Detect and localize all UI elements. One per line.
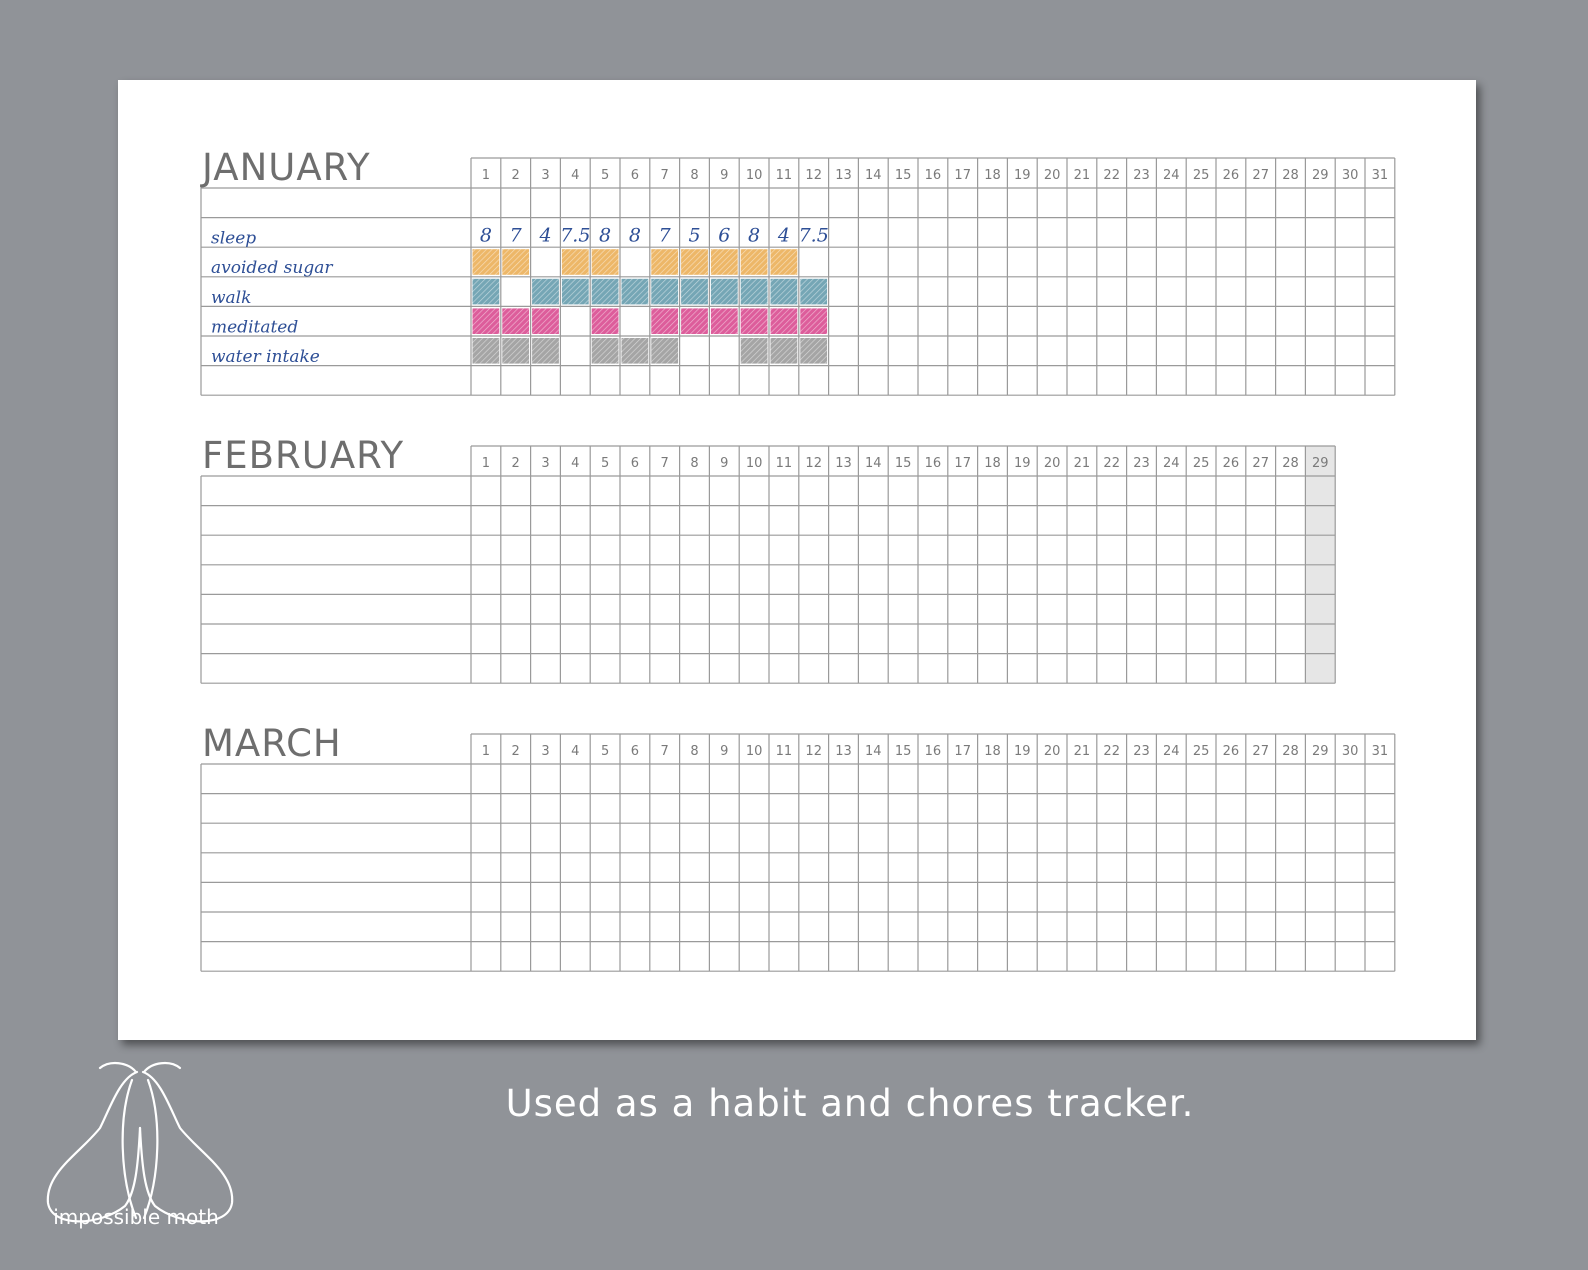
- day-number: 8: [690, 456, 699, 471]
- day-number: 12: [805, 744, 822, 759]
- day-number: 2: [511, 168, 520, 183]
- day-number: 13: [835, 168, 852, 183]
- day-number: 16: [924, 744, 942, 759]
- habit-label[interactable]: water intake: [211, 347, 320, 367]
- habit-mark-hatch: [622, 338, 649, 364]
- habit-mark-hatch: [771, 308, 798, 334]
- habit-mark-hatch: [771, 249, 798, 275]
- day-number: 9: [720, 168, 729, 183]
- day-number: 22: [1103, 744, 1120, 759]
- day-number: 8: [690, 168, 699, 183]
- habit-mark-hatch: [592, 249, 619, 275]
- day-number: 1: [481, 456, 491, 471]
- habit-mark-hatch: [651, 249, 678, 275]
- day-number: 10: [745, 168, 763, 183]
- day-number: 23: [1133, 744, 1150, 759]
- habit-mark-hatch: [741, 308, 768, 334]
- day-number: 4: [571, 744, 580, 759]
- habit-mark-hatch: [741, 279, 768, 305]
- habit-mark-hatch: [502, 338, 529, 364]
- habit-mark-hatch: [562, 249, 589, 275]
- day-number: 19: [1014, 744, 1031, 759]
- sleep-hours[interactable]: 4: [539, 224, 552, 247]
- day-number: 13: [835, 456, 852, 471]
- day-number: 24: [1163, 456, 1180, 471]
- day-number: 12: [805, 456, 822, 471]
- day-number: 22: [1103, 168, 1120, 183]
- day-number: 3: [541, 456, 550, 471]
- day-number: 1: [481, 168, 491, 183]
- day-number: 7: [660, 456, 669, 471]
- habit-mark-hatch: [711, 279, 738, 305]
- habit-mark-hatch: [562, 279, 589, 305]
- habit-mark-hatch: [651, 308, 678, 334]
- sleep-hours[interactable]: 8: [628, 224, 641, 247]
- day-number: 8: [690, 744, 699, 759]
- day-number: 29: [1312, 744, 1329, 759]
- habit-mark-hatch: [473, 308, 500, 334]
- habit-label[interactable]: sleep: [211, 228, 257, 249]
- habit-mark-hatch: [651, 279, 678, 305]
- day-number: 17: [954, 168, 971, 183]
- day-number: 9: [720, 456, 729, 471]
- sleep-hours[interactable]: 8: [599, 224, 612, 247]
- day-number: 16: [924, 168, 942, 183]
- day-number: 6: [630, 168, 640, 183]
- habit-mark-hatch: [681, 249, 708, 275]
- month-title: JANUARY: [202, 146, 371, 189]
- sleep-hours[interactable]: 8: [479, 224, 492, 247]
- day-number: 27: [1252, 744, 1269, 759]
- habit-mark-hatch: [592, 338, 619, 364]
- day-number: 29: [1312, 456, 1329, 471]
- day-number: 31: [1371, 744, 1389, 759]
- day-number: 27: [1252, 456, 1269, 471]
- day-number: 18: [984, 744, 1001, 759]
- habit-mark-hatch: [711, 249, 738, 275]
- day-number: 15: [894, 168, 912, 183]
- caption: Used as a habit and chores tracker.: [505, 1082, 1195, 1125]
- habit-mark-hatch: [473, 279, 500, 305]
- day-number: 7: [660, 744, 669, 759]
- habit-label[interactable]: walk: [211, 287, 252, 308]
- day-number: 26: [1222, 744, 1240, 759]
- habit-mark-hatch: [532, 279, 559, 305]
- habit-mark-hatch: [622, 279, 649, 305]
- day-number: 27: [1252, 168, 1269, 183]
- day-number: 13: [835, 744, 852, 759]
- day-number: 10: [745, 744, 763, 759]
- day-number: 21: [1073, 744, 1091, 759]
- habit-mark-hatch: [771, 279, 798, 305]
- day-number: 28: [1282, 168, 1299, 183]
- habit-mark-hatch: [502, 308, 529, 334]
- sleep-hours[interactable]: 8: [748, 224, 761, 247]
- day-number: 20: [1043, 168, 1061, 183]
- habit-mark-hatch: [473, 338, 500, 364]
- brand-name: impossible moth: [53, 1205, 219, 1229]
- day-number: 6: [630, 456, 640, 471]
- day-number: 23: [1133, 456, 1150, 471]
- day-number: 21: [1073, 168, 1091, 183]
- day-number: 20: [1043, 744, 1061, 759]
- habit-mark-hatch: [532, 308, 559, 334]
- day-number: 5: [600, 168, 610, 183]
- day-number: 18: [984, 168, 1001, 183]
- day-number: 28: [1282, 456, 1299, 471]
- month-january: [200, 146, 1395, 395]
- day-number: 11: [775, 456, 793, 471]
- day-number: 14: [865, 168, 882, 183]
- day-number: 4: [571, 456, 580, 471]
- day-number: 15: [894, 744, 912, 759]
- day-number: 18: [984, 456, 1001, 471]
- habit-mark-hatch: [800, 338, 827, 364]
- habit-mark-hatch: [711, 308, 738, 334]
- day-number: 14: [865, 456, 882, 471]
- day-number: 9: [720, 744, 729, 759]
- day-number: 6: [630, 744, 640, 759]
- day-number: 11: [775, 744, 793, 759]
- day-number: 3: [541, 744, 550, 759]
- day-number: 2: [511, 456, 520, 471]
- day-number: 28: [1282, 744, 1299, 759]
- day-number: 2: [511, 744, 520, 759]
- sleep-hours[interactable]: 4: [777, 224, 790, 247]
- day-number: 19: [1014, 456, 1031, 471]
- day-number: 25: [1192, 168, 1210, 183]
- day-number: 7: [660, 168, 669, 183]
- day-number: 17: [954, 456, 971, 471]
- day-number: 30: [1341, 168, 1359, 183]
- month-title: MARCH: [202, 722, 342, 765]
- sleep-hours[interactable]: 6: [718, 224, 731, 247]
- day-number: 15: [894, 456, 912, 471]
- habit-mark-hatch: [592, 279, 619, 305]
- habit-mark-hatch: [681, 279, 708, 305]
- day-number: 10: [745, 456, 763, 471]
- month-title: FEBRUARY: [202, 434, 405, 477]
- habit-label[interactable]: meditated: [211, 317, 299, 338]
- day-number: 5: [600, 456, 610, 471]
- day-number: 25: [1192, 456, 1210, 471]
- habit-mark-hatch: [800, 279, 827, 305]
- sleep-hours[interactable]: 7: [658, 224, 671, 247]
- habit-mark-hatch: [651, 338, 678, 364]
- habit-label[interactable]: avoided sugar: [211, 258, 333, 279]
- day-number: 31: [1371, 168, 1389, 183]
- day-number: 19: [1014, 168, 1031, 183]
- day-number: 20: [1043, 456, 1061, 471]
- habit-mark-hatch: [771, 338, 798, 364]
- day-number: 12: [805, 168, 822, 183]
- day-number: 23: [1133, 168, 1150, 183]
- day-number: 17: [954, 744, 971, 759]
- day-number: 5: [600, 744, 610, 759]
- day-number: 21: [1073, 456, 1091, 471]
- day-number: 4: [571, 168, 580, 183]
- day-number: 24: [1163, 168, 1180, 183]
- habit-mark-hatch: [532, 338, 559, 364]
- sleep-hours[interactable]: 5: [688, 224, 701, 247]
- sleep-hours[interactable]: 7.5: [560, 224, 591, 247]
- habit-mark-hatch: [800, 308, 827, 334]
- day-number: 3: [541, 168, 550, 183]
- day-number: 26: [1222, 168, 1240, 183]
- day-number: 22: [1103, 456, 1120, 471]
- day-number: 24: [1163, 744, 1180, 759]
- day-number: 29: [1312, 168, 1329, 183]
- month-march: [201, 722, 1395, 971]
- day-number: 30: [1341, 744, 1359, 759]
- sleep-hours[interactable]: 7.5: [798, 224, 829, 247]
- habit-mark-hatch: [741, 338, 768, 364]
- sleep-hours[interactable]: 7: [509, 224, 522, 247]
- day-number: 25: [1192, 744, 1210, 759]
- habit-mark-hatch: [592, 308, 619, 334]
- day-number: 26: [1222, 456, 1240, 471]
- month-february: [201, 434, 1335, 683]
- day-number: 11: [775, 168, 793, 183]
- habit-mark-hatch: [681, 308, 708, 334]
- habit-mark-hatch: [473, 249, 500, 275]
- day-number: 1: [481, 744, 491, 759]
- day-number: 14: [865, 744, 882, 759]
- day-number: 16: [924, 456, 942, 471]
- habit-mark-hatch: [502, 249, 529, 275]
- habit-mark-hatch: [741, 249, 768, 275]
